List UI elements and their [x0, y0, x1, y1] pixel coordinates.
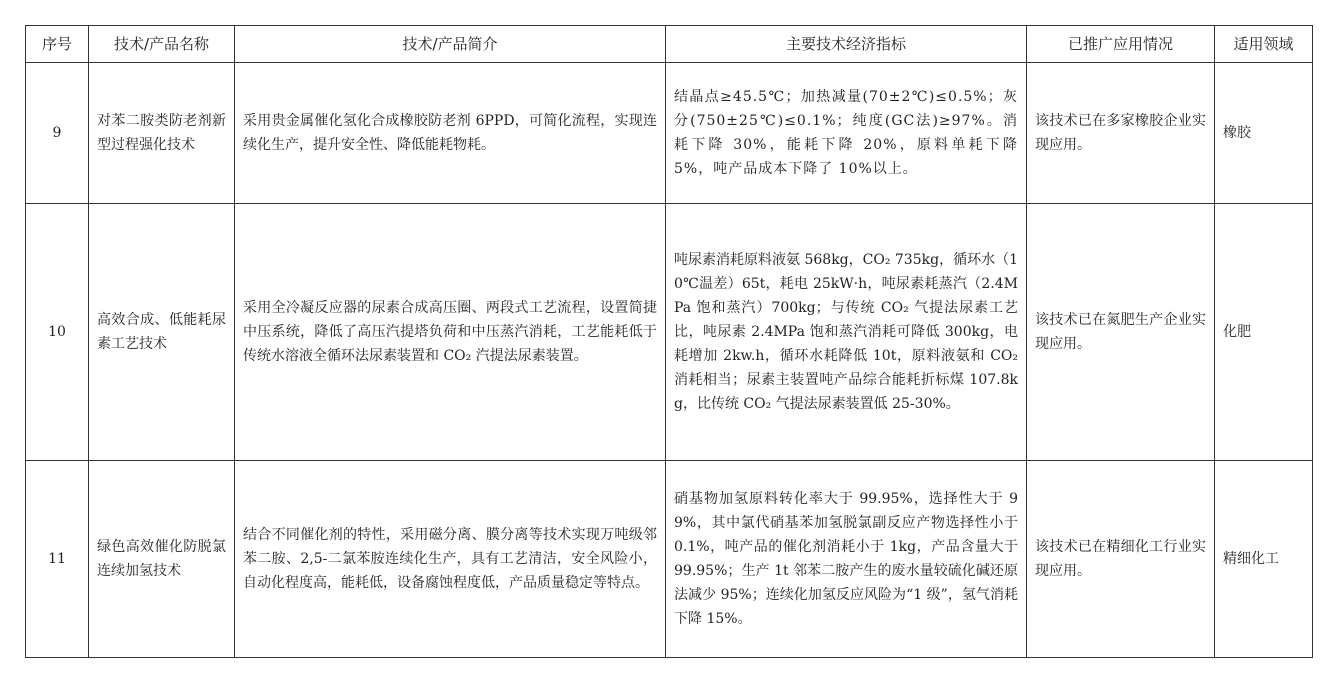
cell-indicators: 结晶点≥45.5℃；加热减量(70±2℃)≤0.5%；灰分(750±25℃)≤0.1%；纯度(GC法)≥97%。消耗下降 30%，能耗下降 20%，原料单耗下降 5%，吨产品成本下降了 10%以上。 — [666, 63, 1027, 204]
cell-intro: 采用贵金属催化氢化合成橡胶防老剂 6PPD，可简化流程，实现连续化生产，提升安全性、降低能耗物耗。 — [235, 63, 666, 204]
cell-seq: 9 — [26, 63, 89, 204]
table-row — [26, 63, 1313, 204]
cell-field: 橡胶 — [1215, 63, 1313, 204]
cell-name: 绿色高效催化防脱氯连续加氢技术 — [89, 461, 235, 658]
table-header-row — [26, 26, 1313, 63]
header-intro: 技术/产品简介 — [235, 26, 666, 63]
cell-promotion: 该技术已在氮肥生产企业实现应用。 — [1027, 204, 1215, 461]
cell-promotion: 该技术已在多家橡胶企业实现应用。 — [1027, 63, 1215, 204]
cell-promotion: 该技术已在精细化工行业实现应用。 — [1027, 461, 1215, 658]
cell-seq: 10 — [26, 204, 89, 461]
cell-intro: 结合不同催化剂的特性，采用磁分离、膜分离等技术实现万吨级邻苯二胺、2,5-二氯苯胺连续化生产，具有工艺清洁，安全风险小，自动化程度高，能耗低，设备腐蚀程度低，产品质量稳定等特点。 — [235, 461, 666, 658]
header-seq: 序号 — [26, 26, 89, 63]
table-row — [26, 204, 1313, 461]
header-field: 适用领域 — [1215, 26, 1313, 63]
header-promotion: 已推广应用情况 — [1027, 26, 1215, 63]
header-indicators: 主要技术经济指标 — [666, 26, 1027, 63]
cell-indicators: 吨尿素消耗原料液氨 568kg，CO₂ 735kg，循环水（10℃温差）65t，耗电 25kW·h，吨尿素耗蒸汽（2.4MPa 饱和蒸汽）700kg；与传统 CO₂ 气提法尿素工艺比，吨尿素 2.4MPa 饱和蒸汽消耗可降低 300kg，电耗增加 2kw.h，循环水耗降低 10t，原料液氨和 CO₂ 消耗相当；尿素主装置吨产品综合能耗折标煤 107.8kg，比传统 CO₂ 气提法尿素装置低 25-30%。 — [666, 204, 1027, 461]
cell-field: 化肥 — [1215, 204, 1313, 461]
table-row — [26, 461, 1313, 658]
cell-name: 高效合成、低能耗尿素工艺技术 — [89, 204, 235, 461]
cell-field: 精细化工 — [1215, 461, 1313, 658]
cell-name: 对苯二胺类防老剂新型过程强化技术 — [89, 63, 235, 204]
cell-intro: 采用全冷凝反应器的尿素合成高压圈、两段式工艺流程，设置简捷中压系统，降低了高压汽提塔负荷和中压蒸汽消耗，工艺能耗低于传统水溶液全循环法尿素装置和 CO₂ 汽提法尿素装置。 — [235, 204, 666, 461]
technology-table — [25, 25, 1313, 658]
header-name: 技术/产品名称 — [89, 26, 235, 63]
cell-seq: 11 — [26, 461, 89, 658]
cell-indicators: 硝基物加氢原料转化率大于 99.95%，选择性大于 99%，其中氯代硝基苯加氢脱氯副反应产物选择性小于 0.1%，吨产品的催化剂消耗小于 1kg，产品含量大于 99.95%；生产 1t 邻苯二胺产生的废水量较硫化碱还原法减少 95%；连续化加氢反应风险为“1 级”，氢气消耗下降 15%。 — [666, 461, 1027, 658]
